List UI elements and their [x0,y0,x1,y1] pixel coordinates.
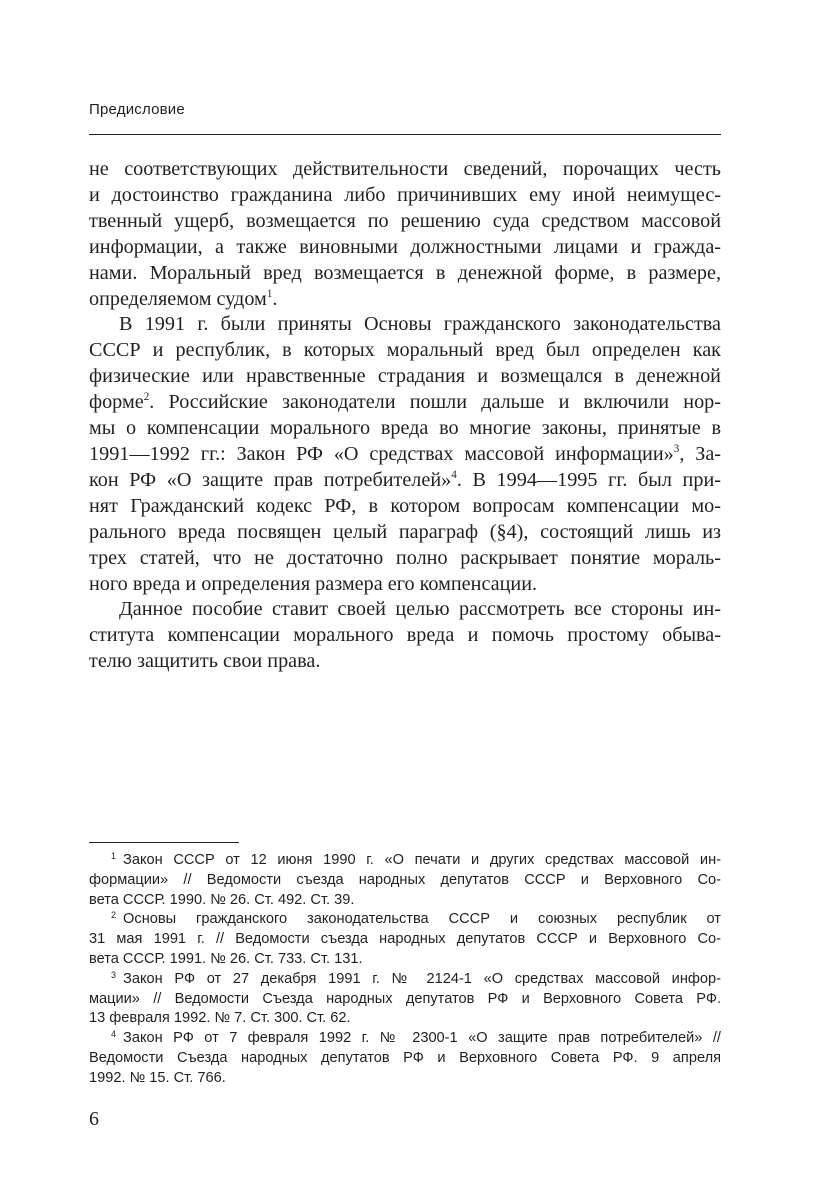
footnote-number: 3 [111,969,117,980]
text-fragment: . В 1994—1995 гг. был при- [456,468,721,491]
footnote-1 [89,851,721,910]
text-fragment: Закон РФ от 7 февраля 1992 г. № 2300-1 «О защите прав потребителей» // [123,1030,721,1047]
text-fragment: , За- [679,442,722,465]
paragraph-2 [89,312,721,597]
text-fragment: форме [89,391,144,414]
text-line: мы о компенсации морального вреда во многие законы, принятые в [89,417,721,440]
text-line: телю защитить свои права. [89,650,321,673]
footnote-line: Ведомости Съезда народных депутатов РФ и Верховного Совета РФ. 9 апреля [89,1049,721,1066]
text-line: ного вреда и определения размера его компенсации. [89,572,538,595]
footnote-line: мации» // Ведомости Съезда народных депутатов РФ и Верховного Совета РФ. [89,990,721,1007]
text-line: В 1991 г. были приняты Основы гражданского законодательства [119,313,721,336]
footnote-line: 1992. № 15. Ст. 766. [89,1069,226,1086]
footnote-number: 1 [111,851,117,862]
text-line: рального вреда посвящен целый параграф (§4), состоящий лишь из [89,520,721,543]
text-line: трех статей, что не достаточно полно раскрывает понятие мораль- [89,546,721,569]
header-rule [89,134,721,135]
text-fragment: Закон РФ от 27 декабря 1991 г. № 2124-1 «О средствах массовой инфор- [123,970,721,987]
text-line [89,390,721,416]
footnote-line [89,910,721,930]
footnote-ref: 3 [673,443,680,456]
footnote-number: 4 [111,1029,117,1040]
footnote-rule [89,842,239,843]
text-fragment: 1991—1992 гг.: Закон РФ «О средствах массовой информации» [89,442,674,465]
text-line [89,442,721,468]
footnote-2 [89,910,721,969]
footnote-number: 2 [111,910,117,921]
text-line: СССР и республик, в которых моральный вред был определен как [89,339,721,362]
footnote-ref: 1 [266,287,273,300]
footnote-line: вета СССР. 1990. № 26. Ст. 492. Ст. 39. [89,891,355,908]
page-number: 6 [89,1108,99,1130]
footnote-line [89,851,721,871]
footnote-line: вета СССР. 1991. № 26. Ст. 733. Ст. 131. [89,950,363,967]
text-line: нят Гражданский кодекс РФ, в котором вопросам компенсации мо- [89,494,721,517]
footnote-4 [89,1029,721,1088]
text-line [89,287,721,313]
main-text [89,157,721,675]
text-line: Данное пособие ставит своей целью рассмотреть все стороны ин- [119,598,721,621]
text-line: физические или нравственные страдания и возмещался в денежной [89,365,721,388]
paragraph-3 [89,597,721,675]
paragraph-1 [89,157,721,312]
text-line: и достоинство гражданина либо причинивших ему иной неимущес- [89,183,721,206]
text-line: твенный ущерб, возмещается по решению суда средством массовой [89,209,721,232]
text-fragment: кон РФ «О защите прав потребителей» [89,468,452,491]
text-fragment: Основы гражданского законодательства СССР и союзных республик от [123,911,721,928]
text-fragment: . [272,287,278,310]
text-fragment: Закон СССР от 12 июня 1990 г. «О печати и других средствах массовой ин- [123,852,721,868]
footnote-line: формации» // Ведомости съезда народных депутатов СССР и Верховного Со- [89,871,721,888]
text-fragment: определяемом судом [89,287,267,310]
footnote-line [89,1029,721,1049]
text-fragment: . Российские законодатели пошли дальше и включили нор- [149,391,721,414]
footnote-3 [89,970,721,1029]
footnotes [89,851,721,1089]
footnote-ref: 2 [143,391,150,404]
running-header-title: Предисловие [89,101,185,118]
footnote-line [89,970,721,990]
text-line [89,468,721,494]
text-line: ститута компенсации морального вреда и помочь простому обыва- [89,624,721,647]
text-line: нами. Моральный вред возмещается в денежной форме, в размере, [89,261,721,284]
footnote-line: 31 мая 1991 г. // Ведомости съезда народных депутатов СССР и Верховного Со- [89,931,721,948]
footnote-ref: 4 [451,469,457,482]
footnote-line: 13 февраля 1992. № 7. Ст. 300. Ст. 62. [89,1010,351,1027]
text-line: информации, а также виновными должностными лицами и гражда- [89,235,721,258]
text-line: не соответствующих действительности сведений, порочащих честь [89,158,721,180]
